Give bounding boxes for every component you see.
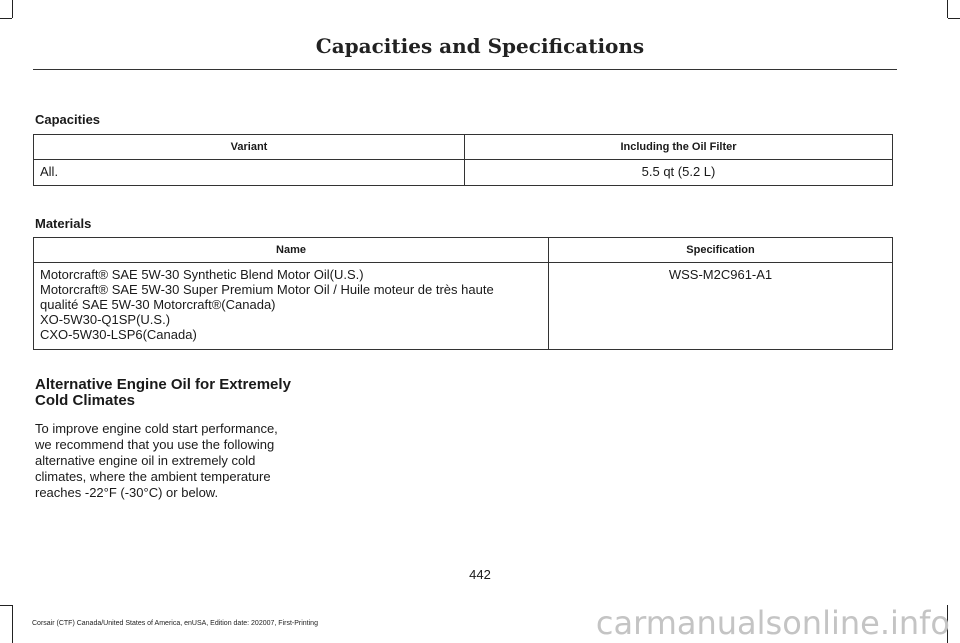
column-header-specification: Specification <box>549 238 893 263</box>
crop-mark-tl-h <box>0 18 12 19</box>
column-header-variant: Variant <box>34 135 465 160</box>
page-title: Capacities and Specifications <box>315 34 645 58</box>
body-line: reaches -22°F (-30°C) or below. <box>35 485 219 500</box>
table-row <box>34 160 893 186</box>
watermark: carmanualsonline.info <box>595 604 950 642</box>
table-header-row <box>34 135 893 160</box>
body-line: alternative engine oil in extremely cold <box>35 453 256 468</box>
name-line: Motorcraft® SAE 5W-30 Super Premium Motor Oil / Huile moteur de très haute <box>40 282 494 297</box>
name-line: qualité SAE 5W-30 Motorcraft®(Canada) <box>40 297 276 312</box>
section-body <box>35 421 310 501</box>
cell-name <box>34 263 549 350</box>
crop-mark-bl-v <box>12 605 13 643</box>
cell-specification: WSS-M2C961-A1 <box>549 263 893 350</box>
crop-mark-bl-h <box>0 605 12 606</box>
page-number: 442 <box>469 567 491 582</box>
body-line: To improve engine cold start performance, <box>35 421 278 436</box>
body-line: climates, where the ambient temperature <box>35 469 271 484</box>
name-line: CXO-5W30-LSP6(Canada) <box>40 327 197 342</box>
crop-mark-tr-v <box>947 0 948 18</box>
name-line: Motorcraft® SAE 5W-30 Synthetic Blend Motor Oil(U.S.) <box>40 267 364 282</box>
header-rule <box>33 69 897 70</box>
column-header-oil-filter: Including the Oil Filter <box>465 135 893 160</box>
capacities-table <box>33 134 893 186</box>
body-line: we recommend that you use the following <box>35 437 275 452</box>
cell-variant: All. <box>34 160 465 186</box>
materials-table <box>33 237 893 350</box>
column-header-name: Name <box>34 238 549 263</box>
crop-mark-tr-h <box>948 18 960 19</box>
table-row <box>34 263 893 350</box>
footer-text: Corsair (CTF) Canada/United States of America, enUSA, Edition date: 202007, First-Printing <box>32 620 318 627</box>
heading-line: Alternative Engine Oil for Extremely <box>35 376 291 393</box>
table-header-row <box>34 238 893 263</box>
materials-label: Materials <box>35 216 92 231</box>
cell-capacity: 5.5 qt (5.2 L) <box>465 160 893 186</box>
crop-mark-tl-v <box>12 0 13 18</box>
section-heading <box>35 377 325 409</box>
capacities-label: Capacities <box>35 112 101 127</box>
heading-line: Cold Climates <box>35 392 136 409</box>
name-line: XO-5W30-Q1SP(U.S.) <box>40 312 171 327</box>
